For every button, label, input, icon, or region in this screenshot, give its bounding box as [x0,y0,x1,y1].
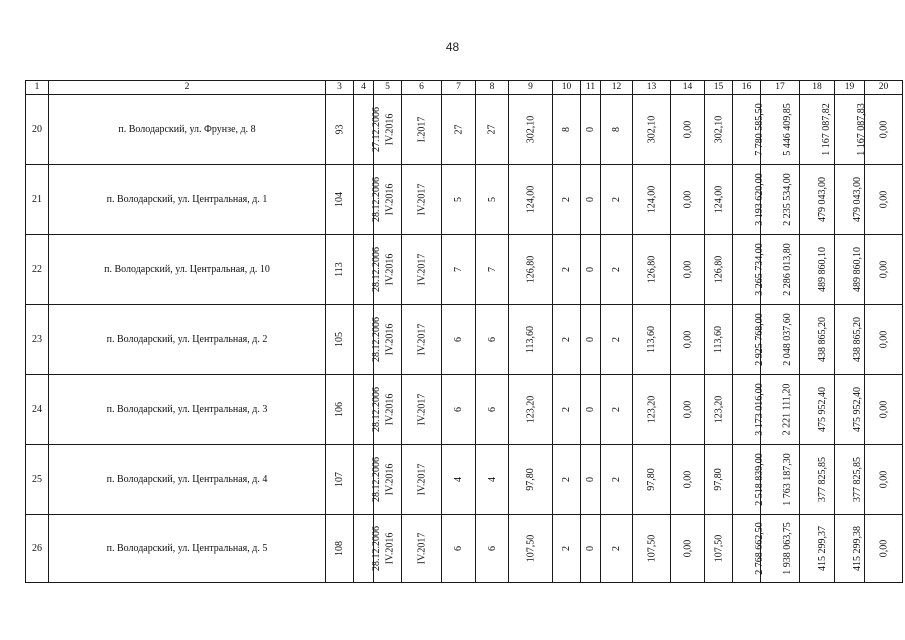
cell-c17-text: 1 938 063,75 [781,522,793,575]
cell-c6-text: IV.2017 [415,532,427,565]
column-header-10: 10 [553,81,581,95]
cell-c3-text: 108 [334,541,345,556]
table-row [26,515,903,583]
cell-c15 [705,165,733,235]
cell-c10-text: 2 [561,337,572,342]
cell-c8-text: 6 [486,407,498,412]
cell-c17-text: 2 286 013,80 [781,243,793,296]
cell-c5-text: IV.2016 [384,463,396,496]
column-header-14: 14 [671,81,705,95]
cell-c3-text: 113 [333,262,345,277]
cell-c12 [601,445,633,515]
cell-c10 [553,515,581,583]
cell-c3 [326,375,354,445]
cell-c11 [581,305,601,375]
cell-c10 [553,375,581,445]
date-cell-text: 28.12.2006 [371,457,382,502]
cell-c8-text: 6 [486,546,498,551]
cell-c11 [581,165,601,235]
column-number-row [26,81,903,95]
row-number: 21 [26,165,49,235]
cell-c20-text: 0,00 [878,120,889,139]
date-cell-text: 28.12.2006 [371,526,382,571]
cell-c7 [442,305,476,375]
cell-c9 [509,95,553,165]
cell-c9 [509,445,553,515]
cell-c14 [671,95,705,165]
cell-c13 [633,445,671,515]
row-number: 20 [26,95,49,165]
cell-c17 [761,305,800,375]
cell-c3 [326,445,354,515]
column-header-8: 8 [476,81,509,95]
cell-c9-text: 302,10 [525,115,536,144]
register-table [25,80,903,583]
cell-c9-text: 113,60 [524,325,536,354]
cell-c13 [633,165,671,235]
row-number: 24 [26,375,49,445]
date-cell-text: 28.12.2006 [371,247,382,292]
cell-c7 [442,515,476,583]
cell-c9-text: 126,80 [525,255,536,284]
cell-c18 [800,375,835,445]
cell-c10-text: 2 [561,197,572,202]
cell-c9-text: 107,50 [525,534,536,563]
cell-c7 [442,165,476,235]
cell-c14 [671,165,705,235]
cell-c17-text: 2 221 111,20 [781,383,793,436]
cell-c10 [553,95,581,165]
cell-c13 [633,375,671,445]
date-cell [354,305,382,375]
column-header-16: 16 [733,81,761,95]
cell-c20-text: 0,00 [878,260,889,279]
cell-c19-text: 377 825,85 [852,457,863,502]
cell-c13-text: 113,60 [645,325,657,354]
cell-c13-text: 107,50 [646,534,657,563]
cell-c16-text: 2 925 768,00 [753,313,765,366]
cell-c20 [865,165,903,235]
cell-c16 [733,375,765,445]
cell-c9-text: 97,80 [525,468,536,491]
column-header-17: 17 [761,81,800,95]
cell-c7 [442,445,476,515]
cell-c19-text: 489 860,10 [852,247,863,292]
cell-c6 [402,375,442,445]
row-number: 22 [26,235,49,305]
cell-c11 [581,375,601,445]
cell-c6-text: IV.2017 [415,463,427,496]
column-header-6: 6 [402,81,442,95]
cell-c14-text: 0,00 [682,260,693,279]
address-cell: п. Володарский, ул. Фрунзе, д. 8 [49,95,326,165]
cell-c3 [326,165,354,235]
cell-c7-text: 6 [453,546,464,551]
cell-c8 [476,95,509,165]
cell-c10-text: 2 [561,407,572,412]
cell-c12-text: 2 [611,546,622,551]
cell-c11 [581,235,601,305]
cell-c13 [633,305,671,375]
cell-c18-text: 377 825,85 [817,457,828,502]
address-cell: п. Володарский, ул. Центральная, д. 5 [49,515,326,583]
cell-c3-text: 107 [334,472,345,487]
cell-c7 [442,235,476,305]
cell-c6 [402,165,442,235]
cell-c17-text: 5 446 409,85 [781,103,793,156]
cell-c15-text: 126,80 [713,255,725,284]
cell-c6-text: IV.2017 [415,183,427,216]
cell-c8-text: 6 [486,337,498,342]
cell-c16-text: 3 173 016,00 [753,383,765,436]
cell-c13-text: 123,20 [646,395,657,424]
date-cell-text: 28.12.2006 [371,177,382,222]
cell-c12 [601,165,633,235]
cell-c8 [476,235,509,305]
cell-c19-text: 1 167 087,83 [855,103,867,156]
cell-c6-text: I.2017 [416,116,427,143]
cell-c19-text: 438 865,20 [852,317,863,362]
cell-c20 [865,515,903,583]
cell-c15 [705,235,733,305]
cell-c15 [705,375,733,445]
cell-c18-text: 479 043,00 [817,177,828,222]
cell-c3-text: 104 [334,192,345,207]
cell-c18-text: 1 167 087,82 [820,103,832,156]
cell-c9 [509,165,553,235]
cell-c8 [476,305,509,375]
cell-c16-text: 3 265 734,00 [753,243,765,296]
cell-c18 [800,515,835,583]
date-cell-text: 28.12.2006 [371,317,382,362]
cell-c8 [476,375,509,445]
table-row [26,95,903,165]
cell-c19 [835,165,865,235]
cell-c10-text: 2 [561,546,572,551]
address-cell: п. Володарский, ул. Центральная, д. 10 [49,235,326,305]
cell-c12-text: 2 [611,407,622,412]
cell-c14-text: 0,00 [682,539,693,558]
cell-c12 [601,515,633,583]
cell-c12 [601,375,633,445]
address-cell: п. Володарский, ул. Центральная, д. 1 [49,165,326,235]
cell-c18 [800,95,835,165]
cell-c10-text: 2 [561,477,572,482]
cell-c18-text: 415 299,37 [817,526,828,571]
column-header-4: 4 [354,81,374,95]
cell-c8-text: 5 [486,197,498,202]
cell-c16-text: 2 518 839,00 [753,453,765,506]
cell-c19-text: 479 043,00 [852,177,863,222]
cell-c6-text: IV.2017 [415,393,427,426]
cell-c11-text: 0 [585,546,596,551]
cell-c10 [553,305,581,375]
cell-c17 [761,95,800,165]
column-header-15: 15 [705,81,733,95]
row-number: 25 [26,445,49,515]
cell-c10-text: 2 [561,267,572,272]
table-row [26,375,903,445]
cell-c13 [633,235,671,305]
cell-c14 [671,515,705,583]
address-cell: п. Володарский, ул. Центральная, д. 4 [49,445,326,515]
cell-c11-text: 0 [585,267,596,272]
column-header-3: 3 [326,81,354,95]
cell-c15 [705,305,733,375]
cell-c3 [326,515,354,583]
cell-c12 [601,305,633,375]
cell-c20 [865,375,903,445]
cell-c14-text: 0,00 [682,470,693,489]
cell-c7-text: 6 [453,407,464,412]
cell-c8-text: 7 [486,267,498,272]
cell-c16 [733,445,765,515]
column-header-2: 2 [49,81,326,95]
cell-c15-text: 107,50 [713,534,725,563]
cell-c15-text: 124,00 [713,185,725,214]
cell-c14-text: 0,00 [682,330,693,349]
cell-c5-text: IV.2016 [384,532,396,565]
cell-c11 [581,95,601,165]
cell-c10 [553,165,581,235]
address-cell: п. Володарский, ул. Центральная, д. 3 [49,375,326,445]
column-header-9: 9 [509,81,553,95]
cell-c9-text: 124,00 [525,185,536,214]
cell-c19 [835,95,865,165]
cell-c15 [705,445,733,515]
date-cell [354,375,382,445]
cell-c20-text: 0,00 [878,330,889,349]
cell-c18 [800,235,835,305]
cell-c6-text: IV.2017 [415,323,427,356]
cell-c16 [733,305,765,375]
cell-c8-text: 27 [486,124,498,135]
cell-c3-text: 105 [334,332,345,347]
cell-c19 [835,445,865,515]
cell-c19 [835,515,865,583]
cell-c6 [402,515,442,583]
cell-c17-text: 1 763 187,30 [781,453,793,506]
cell-c3-text: 93 [334,124,345,135]
cell-c9 [509,305,553,375]
address-cell: п. Володарский, ул. Центральная, д. 2 [49,305,326,375]
table-row [26,305,903,375]
cell-c18 [800,305,835,375]
cell-c17 [761,515,800,583]
cell-c12-text: 8 [611,127,622,132]
cell-c12-text: 2 [611,267,622,272]
cell-c16 [733,515,765,583]
cell-c15 [705,95,733,165]
cell-c7 [442,375,476,445]
cell-c3-text: 106 [334,402,345,417]
cell-c6 [402,305,442,375]
cell-c5-text: IV.2016 [384,323,396,356]
column-header-13: 13 [633,81,671,95]
cell-c10 [553,235,581,305]
table-row [26,235,903,305]
cell-c13-text: 97,80 [646,468,657,491]
cell-c3 [326,305,354,375]
cell-c14 [671,235,705,305]
cell-c10-text: 8 [561,127,572,132]
cell-c14 [671,305,705,375]
cell-c5-text: IV.2016 [384,393,396,426]
cell-c17 [761,375,800,445]
column-header-1: 1 [26,81,49,95]
cell-c7 [442,95,476,165]
cell-c20-text: 0,00 [878,470,889,489]
cell-c11-text: 0 [585,407,596,412]
cell-c15-text: 113,60 [713,325,725,354]
cell-c14 [671,375,705,445]
cell-c14-text: 0,00 [682,120,693,139]
cell-c6-text: IV.2017 [415,253,427,286]
cell-c3 [326,95,354,165]
cell-c15 [705,515,733,583]
cell-c11 [581,515,601,583]
cell-c7-text: 7 [453,267,464,272]
cell-c6 [402,235,442,305]
cell-c7-text: 4 [453,477,464,482]
row-number: 23 [26,305,49,375]
table-row [26,165,903,235]
cell-c19 [835,375,865,445]
column-header-18: 18 [800,81,835,95]
date-cell [354,445,382,515]
cell-c7-text: 5 [453,197,464,202]
cell-c3 [326,235,354,305]
cell-c18-text: 489 860,10 [817,247,828,292]
cell-c9 [509,515,553,583]
cell-c18 [800,445,835,515]
cell-c18-text: 438 865,20 [817,317,828,362]
cell-c16 [733,165,765,235]
date-cell [354,95,382,165]
cell-c15-text: 97,80 [713,468,724,491]
column-header-20: 20 [865,81,903,95]
cell-c12 [601,235,633,305]
cell-c20 [865,235,903,305]
cell-c16 [733,95,765,165]
cell-c20-text: 0,00 [878,539,889,558]
cell-c13-text: 302,10 [646,115,657,144]
cell-c6 [402,445,442,515]
cell-c13-text: 124,00 [646,185,657,214]
cell-c9-text: 123,20 [525,395,536,424]
cell-c16-text: 2 768 662,50 [753,522,765,575]
cell-c12 [601,95,633,165]
cell-c15-text: 302,10 [713,115,725,144]
cell-c16-text: 3 193 620,00 [753,173,765,226]
cell-c17 [761,165,800,235]
cell-c17 [761,235,800,305]
cell-c7-text: 6 [453,337,464,342]
cell-c20-text: 0,00 [878,190,889,209]
column-header-7: 7 [442,81,476,95]
cell-c9 [509,235,553,305]
column-header-19: 19 [835,81,865,95]
cell-c17-text: 2 048 037,60 [781,313,793,366]
cell-c5-text: IV.2016 [384,183,396,216]
cell-c15-text: 123,20 [713,395,725,424]
cell-c9 [509,375,553,445]
cell-c18 [800,165,835,235]
cell-c20 [865,305,903,375]
cell-c16-text: 7 780 585,50 [753,103,765,156]
cell-c5-text: IV.2016 [384,253,396,286]
date-cell [354,165,382,235]
cell-c11 [581,445,601,515]
cell-c8 [476,515,509,583]
row-number: 26 [26,515,49,583]
cell-c17 [761,445,800,515]
cell-c10 [553,445,581,515]
cell-c12-text: 2 [611,477,622,482]
date-cell [354,515,382,583]
cell-c7-text: 27 [453,124,464,135]
cell-c13 [633,515,671,583]
cell-c20 [865,445,903,515]
table-row [26,445,903,515]
cell-c19-text: 475 952,40 [852,387,863,432]
cell-c19 [835,305,865,375]
cell-c13-text: 126,80 [646,255,657,284]
cell-c20-text: 0,00 [878,400,889,419]
cell-c13 [633,95,671,165]
cell-c19-text: 415 299,38 [852,526,863,571]
cell-c8 [476,445,509,515]
cell-c17-text: 2 235 534,00 [781,173,793,226]
cell-c20 [865,95,903,165]
cell-c11-text: 0 [585,197,596,202]
cell-c5-text: IV.2016 [384,113,396,146]
cell-c11-text: 0 [585,477,596,482]
cell-c12-text: 2 [611,337,622,342]
page-number: 48 [445,40,460,54]
column-header-12: 12 [601,81,633,95]
cell-c11-text: 0 [585,127,596,132]
cell-c6 [402,95,442,165]
date-cell-text: 27.12.2006 [371,107,382,152]
column-header-11: 11 [581,81,601,95]
date-cell-text: 28.12.2006 [371,387,382,432]
cell-c14-text: 0,00 [682,190,693,209]
cell-c16 [733,235,765,305]
cell-c19 [835,235,865,305]
cell-c14 [671,445,705,515]
cell-c8-text: 4 [486,477,498,482]
table-body [26,95,903,583]
cell-c12-text: 2 [611,197,622,202]
cell-c14-text: 0,00 [682,400,693,419]
cell-c8 [476,165,509,235]
column-header-5: 5 [374,81,402,95]
cell-c11-text: 0 [585,337,596,342]
cell-c18-text: 475 952,40 [817,387,828,432]
date-cell [354,235,382,305]
